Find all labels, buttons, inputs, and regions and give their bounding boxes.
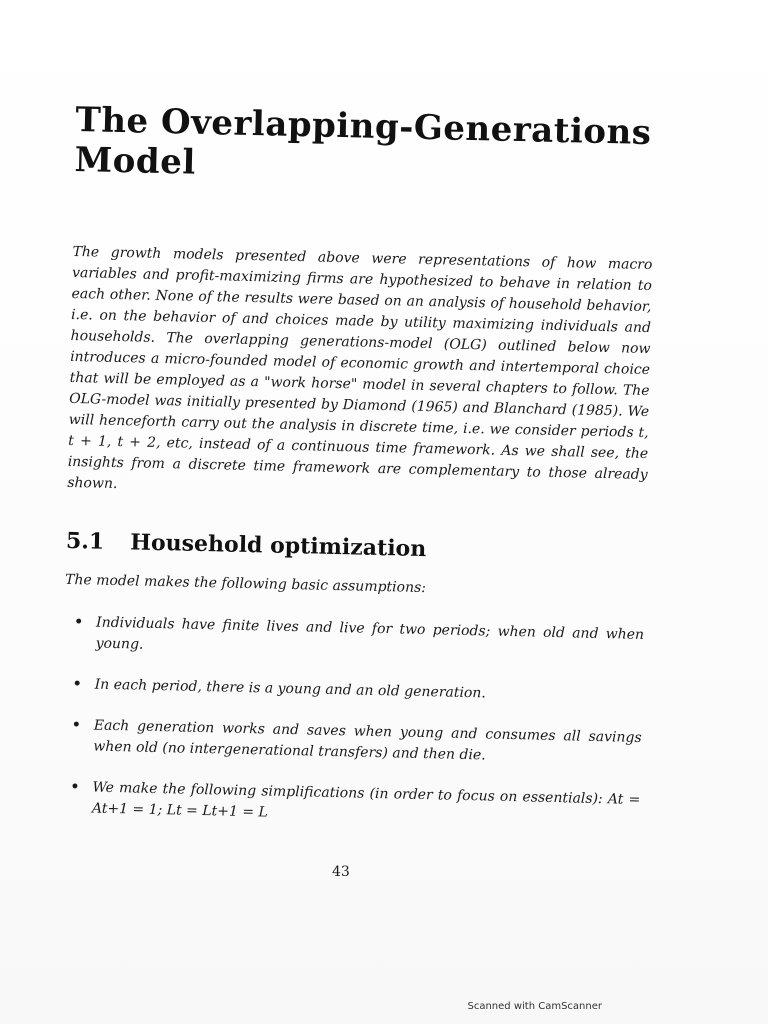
list-item-text: Individuals have finite lives and live for two periods; when old and when young. <box>95 614 645 653</box>
bullet-icon: • <box>70 779 80 796</box>
list-item-text: In each period, there is a young and an old generation. <box>94 676 487 702</box>
page-number: 43 <box>332 864 350 880</box>
list-item-text: Each generation works and saves when young and consumes all savings when old (no intergenerational transfers) and then die. <box>93 717 642 764</box>
assumptions-lead: The model makes the following basic assumptions: <box>64 571 427 597</box>
section-title: Household optimization <box>129 529 427 563</box>
list-item <box>71 715 642 770</box>
section-number: 5.1 <box>65 527 105 555</box>
scanner-watermark: Scanned with CamScanner <box>467 1001 602 1012</box>
list-item <box>73 612 644 667</box>
list-item <box>72 674 642 708</box>
list-item <box>70 777 641 832</box>
page-content <box>59 100 656 852</box>
assumptions-list <box>60 612 645 832</box>
list-item-text: We make the following simplifications (in order to focus on essentials): At = At+1 = 1; Lt = Lt+1 = L <box>91 779 641 821</box>
bullet-icon: • <box>72 676 82 693</box>
intro-paragraph: The growth models presented above were representations of how macro variables and profit-maximizing firms are hypothesized to behave in relation to each other. None of the results were based on an analysis of household behavior, i.e. on the behavior of and choices made by utility maximizing individuals and households. The overlapping generations-model (OLG) outlined below now introduces a micro-founded model of economic growth and intertemporal choice that will be employed as a "work horse" model in several chapters to follow. The OLG-model was initially presented by Diamond (1965) and Blanchard (1985). We will henceforth carry out the analysis in discrete time, i.e. we consider periods t, t + 1, t + 2, etc, instead of a continuous time framework. As we shall see, the insights from a discrete time framework are complementary to those already shown. <box>67 243 653 493</box>
chapter-title: The Overlapping-Generations Model <box>74 100 652 183</box>
bullet-icon: • <box>71 717 81 734</box>
bullet-icon: • <box>73 614 84 631</box>
section-heading <box>66 528 646 567</box>
